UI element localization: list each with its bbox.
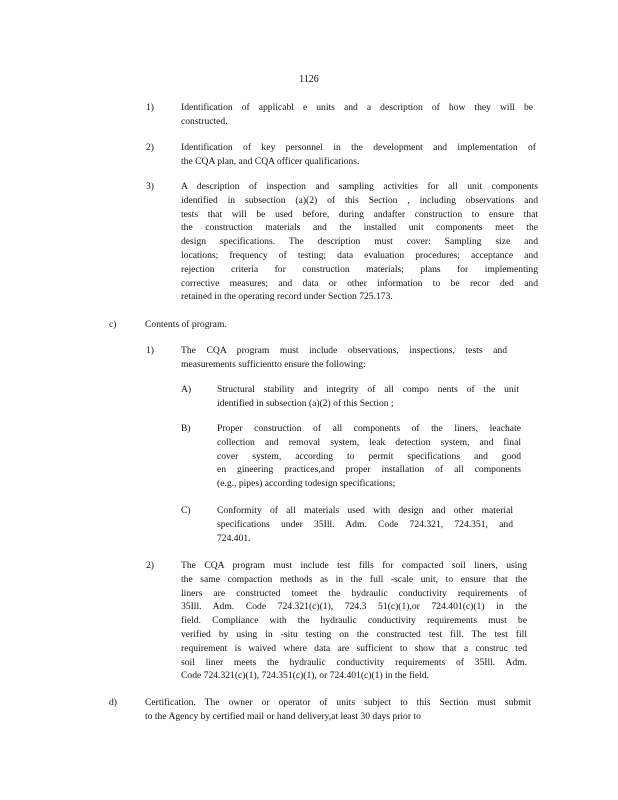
text-line: field. Compliance with the hydraulic conductivity requirements must be bbox=[181, 615, 527, 627]
text-line: en gineering practices,and proper installation of all components bbox=[217, 464, 521, 476]
section-label: d) bbox=[109, 697, 117, 708]
text-line: to the Agency by certified mail or hand delivery,at least 30 days prior to bbox=[145, 710, 421, 722]
item-text bbox=[181, 559, 527, 683]
item-label: A) bbox=[181, 384, 192, 395]
text-line: cover system, according to permit specifications and good bbox=[217, 450, 521, 462]
text-line: tests that will be used before, during andafter construction to ensure that bbox=[181, 208, 538, 220]
section-text bbox=[145, 696, 531, 724]
item-label: 3) bbox=[146, 181, 154, 192]
text-line: the construction materials and the installed unit components meet the bbox=[181, 222, 538, 234]
item-text bbox=[181, 180, 538, 304]
text-line: identified in subsection (a)(2) of this Section ; bbox=[217, 397, 394, 409]
text-line: measurements sufficientto ensure the following: bbox=[181, 358, 366, 370]
item-text bbox=[181, 344, 507, 372]
text-line: soil liner meets the hydraulic conductivity requirements of 35Ill. Adm. bbox=[181, 656, 527, 668]
text-line: collection and removal system, leak detection system, and final bbox=[217, 436, 521, 448]
text-line: requirement is waived where data are sufficient to show that a construc ted bbox=[181, 642, 527, 654]
item-text bbox=[217, 504, 513, 545]
text-line: Identification of applicabl e units and a description of how they will be bbox=[181, 102, 533, 113]
item-label: 2) bbox=[146, 142, 154, 153]
item-text bbox=[181, 101, 533, 129]
item-text bbox=[181, 141, 536, 169]
item-text bbox=[217, 383, 519, 411]
text-line: 724.401. bbox=[217, 532, 251, 544]
item-text bbox=[217, 422, 521, 491]
text-line: (e.g., pipes) according todesign specifications; bbox=[217, 478, 396, 490]
text-line: retained in the operating record under Section 725.173. bbox=[181, 291, 393, 303]
item-label: B) bbox=[181, 423, 191, 434]
text-line: the same compaction methods as in the full -scale unit, to ensure that the bbox=[181, 573, 527, 585]
text-line: rejection criteria for construction materials; plans for implementing bbox=[181, 263, 538, 275]
text-line: verified by using in -situ testing on the constructed test fill. The test fill bbox=[181, 628, 527, 640]
text-line: liners are constructed tomeet the hydraulic conductivity requirements of bbox=[181, 587, 527, 599]
text-line: corrective measures; and data or other information to be recor ded and bbox=[181, 277, 538, 289]
text-line: 35Ill. Adm. Code 724.321(c)(1), 724.3 51(c)(1),or 724.401(c)(1) in the bbox=[181, 601, 527, 613]
text-line: Code 724.321(c)(1), 724.351(c)(1), or 724.401(c)(1) in the field. bbox=[181, 670, 430, 682]
item-label: C) bbox=[181, 505, 191, 516]
text-line: A description of inspection and sampling activities for all unit components bbox=[181, 181, 538, 192]
text-line: Proper construction of all components of the liners, leachate bbox=[217, 423, 521, 434]
text-line: Structural stability and integrity of all compo nents of the unit bbox=[217, 384, 519, 395]
text-line: Conformity of all materials used with design and other material bbox=[217, 505, 513, 516]
text-line: constructed. bbox=[181, 115, 228, 127]
item-label: 1) bbox=[146, 345, 154, 356]
text-line: Identification of key personnel in the development and implementation of bbox=[181, 142, 536, 153]
text-line: identified in subsection (a)(2) of this Section , including observations and bbox=[181, 194, 538, 206]
text-line: The CQA program must include observations, inspections, tests and bbox=[181, 345, 507, 356]
item-label: 2) bbox=[146, 560, 154, 571]
text-line: Certification. The owner or operator of units subject to this Section must submit bbox=[145, 697, 531, 708]
text-line: The CQA program must include test fills for compacted soil liners, using bbox=[181, 560, 527, 571]
item-label: 1) bbox=[146, 102, 154, 113]
section-label: c) bbox=[109, 319, 117, 330]
text-line: locations; frequency of testing; data evaluation procedures; acceptance and bbox=[181, 249, 538, 261]
text-line: specifications under 35Ill. Adm. Code 724.321, 724.351, and bbox=[217, 518, 513, 530]
page-number: 1126 bbox=[299, 74, 319, 85]
text-line: design specifications. The description must cover: Sampling size and bbox=[181, 236, 538, 248]
section-heading: Contents of program. bbox=[145, 319, 227, 330]
text-line: the CQA plan, and CQA officer qualifications. bbox=[181, 155, 360, 167]
